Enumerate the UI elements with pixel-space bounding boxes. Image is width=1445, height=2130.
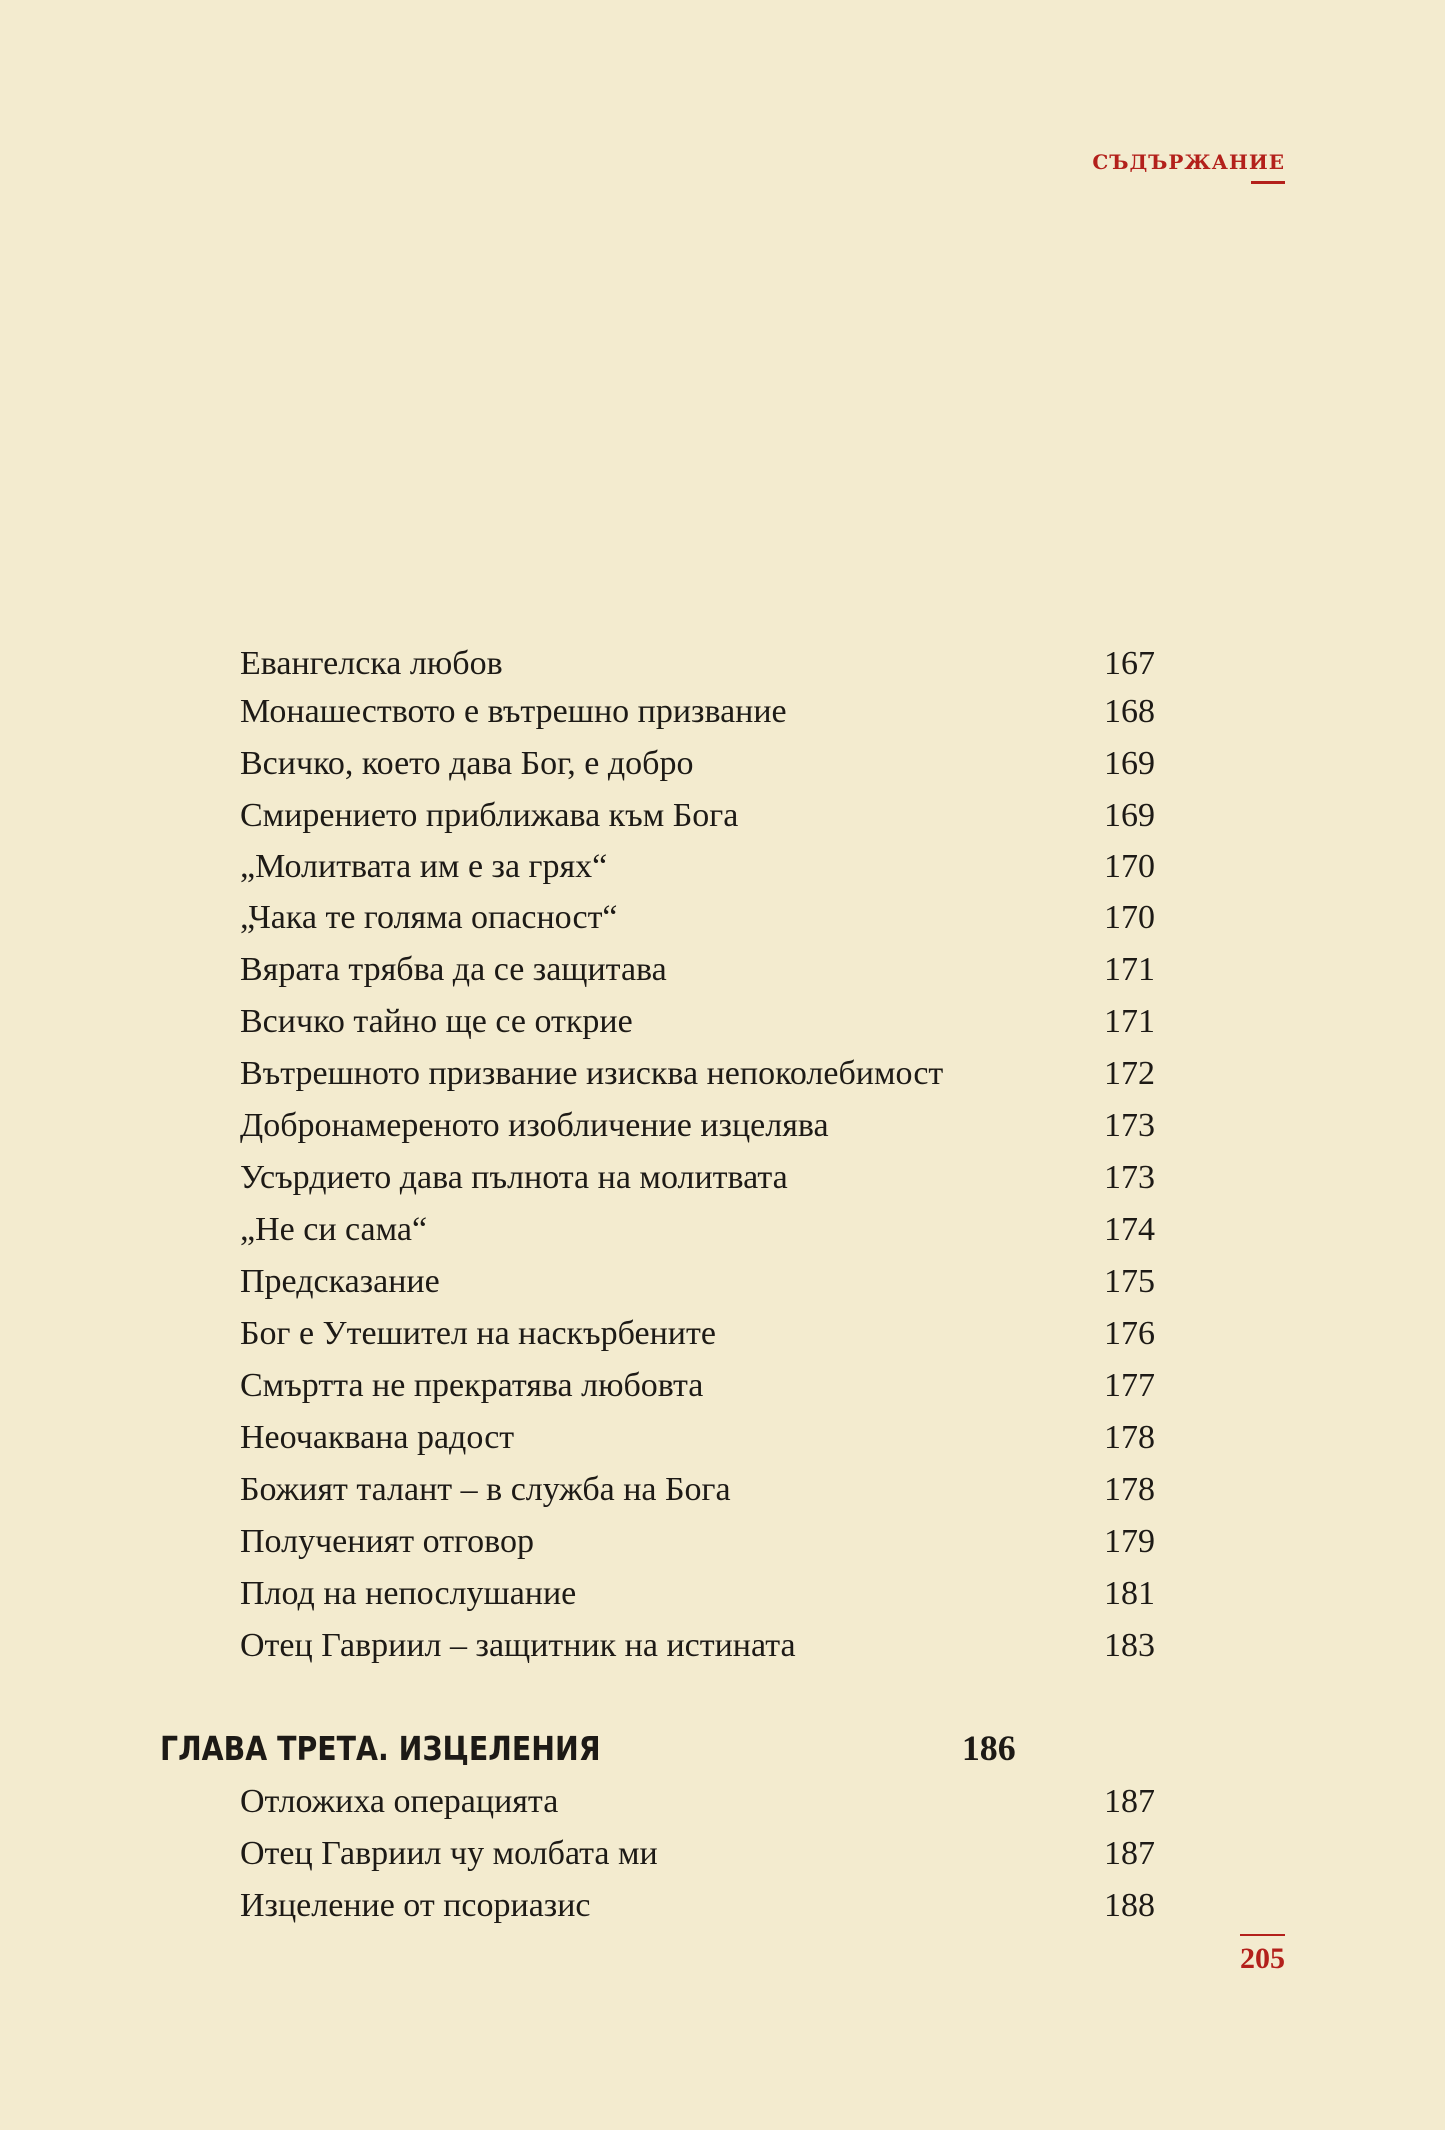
running-head-rule: [1251, 181, 1285, 184]
toc-entry-page: 175: [1104, 1263, 1155, 1300]
toc-entry-title: Монашеството е вътрешно призвание: [240, 693, 787, 730]
toc-entry-title: Усърдието дава пълнота на молитвата: [240, 1159, 788, 1196]
toc-entry-title: Всичко тайно ще се открие: [240, 1003, 633, 1040]
toc-entry: [240, 1050, 1155, 1098]
toc-entry: [240, 1882, 1155, 1930]
toc-entry-title: Вярата трябва да се защитава: [240, 951, 667, 988]
page-number-rule: [1240, 1934, 1285, 1936]
toc-entry-page: 173: [1104, 1159, 1155, 1196]
toc-entry-title: „Чака те голяма опасност“: [240, 899, 618, 936]
toc-entry-title: Отец Гавриил – защитник на истината: [240, 1627, 796, 1664]
toc-entry-title: Смъртта не прекратява любовта: [240, 1367, 704, 1404]
toc-entry-page: 169: [1104, 745, 1155, 782]
toc-entry-title: Божият талант – в служба на Бога: [240, 1471, 731, 1508]
toc-entry-page: 167: [1104, 645, 1155, 682]
toc-entry: [240, 1830, 1155, 1878]
chapter-title: ГЛАВА ТРЕТА. ИЗЦЕЛЕНИЯ: [160, 1729, 601, 1768]
toc-entry: [240, 1154, 1155, 1202]
toc-entry-title: „Молитвата им е за грях“: [240, 848, 608, 885]
page-number: [1240, 1942, 1285, 1976]
toc-entry: [240, 740, 1155, 788]
toc-entry: [240, 1310, 1155, 1358]
running-head-title: СЪДЪРЖАНИЕ: [1092, 150, 1285, 174]
toc-entry-page: 188: [1104, 1887, 1155, 1924]
toc-entry: [240, 1778, 1155, 1826]
toc-entry-page: 171: [1104, 951, 1155, 988]
toc-entry: [240, 946, 1155, 994]
toc-entry: [240, 1518, 1155, 1566]
page-number-value: 205: [1240, 1942, 1285, 1975]
toc-entry: [240, 1206, 1155, 1254]
toc-entry-page: 183: [1104, 1627, 1155, 1664]
chapter-page: 186: [961, 1728, 1016, 1768]
toc-entry-page: 170: [1104, 848, 1155, 885]
toc-entry-page: 177: [1104, 1367, 1155, 1404]
toc-entry-title: Вътрешното призвание изисква непоколебимост: [240, 1055, 944, 1092]
toc-entry: [240, 1622, 1155, 1670]
chapter-heading: [160, 1722, 1016, 1774]
toc-entry-title: Полученият отговор: [240, 1523, 534, 1560]
toc-entry: [240, 998, 1155, 1046]
toc-entry-page: 187: [1104, 1783, 1155, 1820]
toc-entry: [240, 1414, 1155, 1462]
toc-entry-page: 178: [1104, 1419, 1155, 1456]
toc-entry-page: 169: [1104, 797, 1155, 834]
toc-entry-page: 172: [1104, 1055, 1155, 1092]
toc-entry: [240, 1570, 1155, 1618]
toc-entry-title: Неочаквана радост: [240, 1419, 515, 1456]
toc-entry: [240, 792, 1155, 840]
toc-entry-title: Изцеление от псориазис: [240, 1887, 591, 1924]
toc-entry-page: 173: [1104, 1107, 1155, 1144]
toc-entry: [240, 1466, 1155, 1514]
toc-entry-title: Плод на непослушание: [240, 1575, 577, 1612]
toc-entry: [240, 843, 1155, 891]
toc-entry-page: 168: [1104, 693, 1155, 730]
toc-entry-page: 178: [1104, 1471, 1155, 1508]
toc-entry-title: Отложиха операцията: [240, 1783, 559, 1820]
toc-entry-page: 171: [1104, 1003, 1155, 1040]
toc-entry: [240, 640, 1155, 688]
toc-entry-title: Бог е Утешител на наскърбените: [240, 1315, 716, 1352]
toc-entry-title: „Не си сама“: [240, 1211, 428, 1248]
toc-entry-page: 176: [1104, 1315, 1155, 1352]
toc-entry-title: Отец Гавриил чу молбата ми: [240, 1835, 658, 1872]
toc-entry-title: Смирението приближава към Бога: [240, 797, 739, 834]
toc-entry: [240, 1258, 1155, 1306]
toc-entry-page: 181: [1104, 1575, 1155, 1612]
toc-entry-page: 179: [1104, 1523, 1155, 1560]
toc-entry: [240, 894, 1155, 942]
toc-entry-title: Евангелска любов: [240, 645, 503, 682]
toc-entry-title: Предсказание: [240, 1263, 440, 1300]
running-head: [1092, 150, 1285, 174]
toc-entry-page: 187: [1104, 1835, 1155, 1872]
toc-entry-page: 174: [1104, 1211, 1155, 1248]
toc-entry: [240, 688, 1155, 736]
toc-entry-page: 170: [1104, 899, 1155, 936]
toc-entry: [240, 1102, 1155, 1150]
toc-entry-title: Всичко, което дава Бог, е добро: [240, 745, 694, 782]
toc-entry: [240, 1362, 1155, 1410]
toc-entry-title: Добронамереното изобличение изцелява: [240, 1107, 829, 1144]
